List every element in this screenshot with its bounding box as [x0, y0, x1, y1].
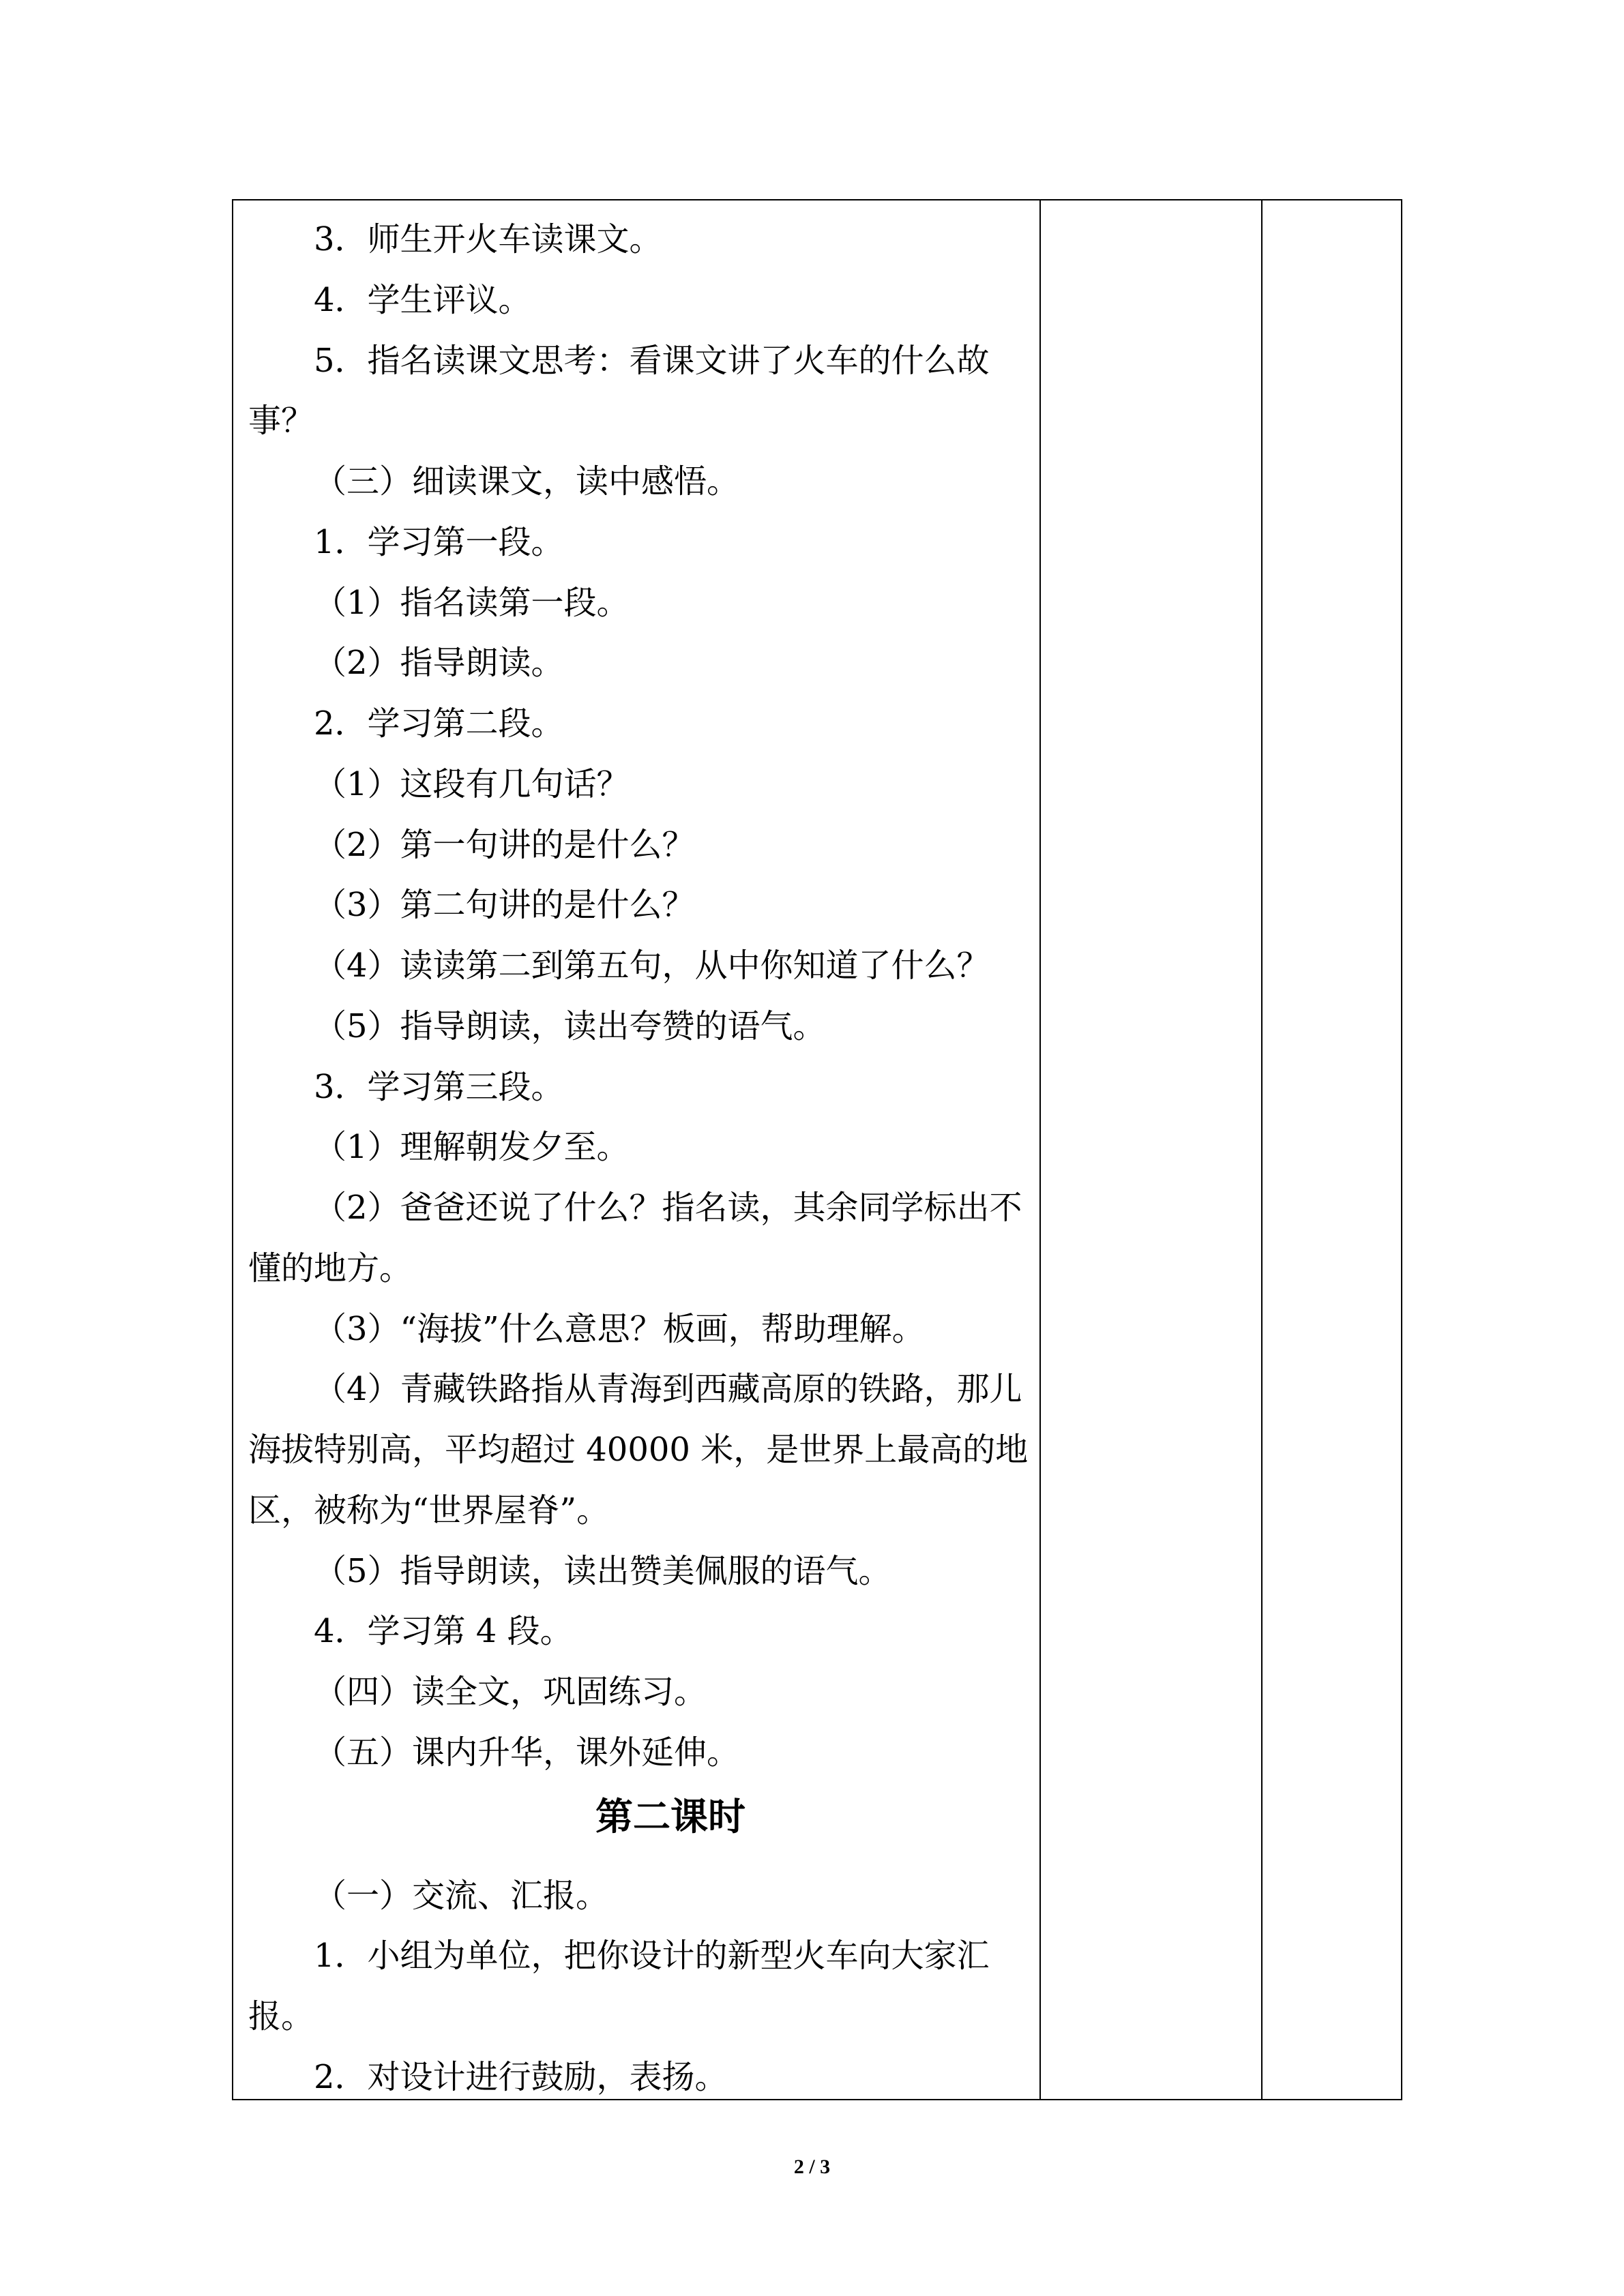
text-line: 3．师生开火车读课文。: [314, 220, 662, 258]
lesson-step: [248, 1601, 1027, 1662]
text-line: （5）指导朗读，读出赞美佩服的语气。: [314, 1551, 891, 1590]
lesson-step: [248, 2047, 1027, 2099]
text-line: （1）这段有几句话？: [314, 764, 630, 803]
text-line: （一）交流、汇报。: [314, 1876, 609, 1915]
lesson-step: [248, 1057, 1027, 1118]
text-line: 5．指名读课文思考：看课文讲了火车的什么故: [314, 341, 990, 380]
lesson-step: [248, 573, 1027, 633]
lesson-plan-table: [232, 199, 1402, 2100]
lesson-step: [248, 633, 1027, 694]
text-line: （四）读全文，巩固练习。: [314, 1673, 707, 1711]
right-column: [1263, 200, 1401, 2099]
text-line: 报。: [248, 1997, 314, 2036]
second-lesson-steps: [248, 1866, 1027, 2100]
lesson-step: [248, 694, 1027, 754]
text-line: （1）理解朝发夕至。: [314, 1128, 630, 1167]
lesson-step: [248, 1662, 1027, 1723]
lesson-step: [248, 1359, 1027, 1540]
text-line: （4）读读第二到第五句，从中你知道了什么？: [314, 946, 990, 985]
text-line: （2）爸爸还说了什么？指名读，其余同学标出不: [314, 1189, 1022, 1227]
text-line: （五）课内升华，课外延伸。: [314, 1733, 740, 1772]
lesson-step: [248, 209, 1027, 270]
text-line: （2）第一句讲的是什么？: [314, 825, 695, 864]
text-line: （2）指导朗读。: [314, 644, 564, 683]
lesson-step: [248, 270, 1027, 331]
text-line: 海拔特别高，平均超过 40000 米，是世界上最高的地: [248, 1431, 1029, 1469]
text-line: （3）“海拔”什么意思？板画，帮助理解。: [314, 1309, 925, 1348]
page-number: 2 / 3: [793, 2156, 831, 2178]
text-line: 2．对设计进行鼓励，表扬。: [314, 2057, 728, 2096]
text-line: 1．学习第一段。: [314, 522, 564, 561]
text-line: 2．学习第二段。: [314, 704, 564, 743]
first-lesson-steps: [248, 209, 1027, 1783]
lesson-step: [248, 1178, 1027, 1299]
text-line: 事？: [248, 402, 314, 441]
text-line: 4．学习第 4 段。: [314, 1612, 573, 1651]
lesson-step: [248, 512, 1027, 573]
lesson-step: [248, 875, 1027, 936]
lesson-step: [248, 1299, 1027, 1360]
lesson-step: [248, 996, 1027, 1057]
text-line: 3．学习第三段。: [314, 1067, 564, 1106]
lesson-step: [248, 1926, 1027, 2047]
text-line: 1．小组为单位，把你设计的新型火车向大家汇: [314, 1937, 990, 1976]
lesson-step: [248, 754, 1027, 815]
text-line: 区，被称为“世界屋脊”。: [248, 1491, 610, 1530]
text-line: （5）指导朗读，读出夸赞的语气。: [314, 1007, 826, 1045]
lesson-step: [248, 1541, 1027, 1602]
text-line: 4．学生评议。: [314, 280, 531, 319]
section-heading: 第二课时: [595, 1793, 745, 1838]
lesson-step: [248, 815, 1027, 876]
lesson-step: [248, 936, 1027, 996]
text-line: 懂的地方。: [248, 1249, 413, 1287]
text-line: （4）青藏铁路指从青海到西藏高原的铁路，那儿: [314, 1370, 1022, 1409]
middle-column: [1041, 200, 1263, 2099]
content-column: [233, 200, 1041, 2099]
text-line: （1）指名读第一段。: [314, 583, 630, 622]
lesson-step: [248, 1117, 1027, 1178]
lesson-step: [248, 1723, 1027, 1783]
text-line: （三）细读课文，读中感悟。: [314, 462, 740, 501]
text-line: （3）第二句讲的是什么？: [314, 886, 695, 925]
lesson-step: [248, 1866, 1027, 1926]
lesson-step: [248, 331, 1027, 452]
lesson-step: [248, 451, 1027, 512]
